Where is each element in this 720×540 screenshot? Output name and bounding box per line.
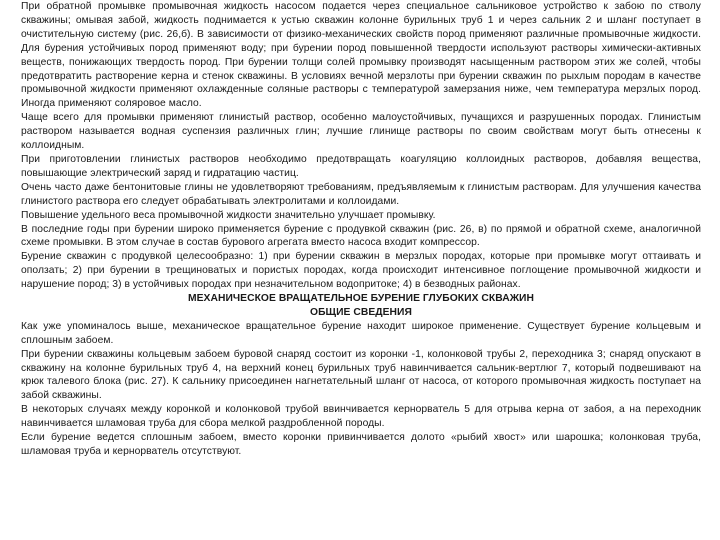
paragraph-rotary-intro: Как уже упоминалось выше, механическое вращательное бурение находит широкое применение. Существует бурение кольцевым и сплошным забоем. <box>21 320 701 346</box>
paragraph-reverse-flushing: При обратной промывке промывочная жидкость насосом подается через специальное сальниковое устройство к забою по стволу скважины; омывая забой, жидкость поднимается к устью скважин колонне бурильных труб 1 и через сальник 2 и шланг поступает в очистительную систему (рис. 26,б). В зависимости от физико-механических свойств пород применяют различные промывочные жидкости. Для бурения устойчивых пород применяют воду; при бурении пород повышенной твердости используют растворы химически-активных веществ, понижающих твердость пород. При бурении толщи солей промывку производят насыщенным раствором этих же солей, чтобы предотвратить растворение керна и стенок скважины. В условиях вечной мерзлоты при бурении скважин по рыхлым породам в качестве промывочной жидкости применяют охлажденные соляные растворы с температурой замерзания ниже, чем температура мерзлых пород. Иногда применяют соляровое масло. <box>21 1 701 110</box>
document-body <box>21 0 701 459</box>
paragraph-clay-solution: Чаще всего для промывки применяют глинистый раствор, особенно малоустойчивых, пучащихся и разрушенных породах. Глинистым раствором называется водная суспензия различных глин; лучшие глинище растворы по своим свойствам могут быть отнесены к коллоидным. <box>21 112 701 152</box>
paragraph-air-blowing: В последние годы при бурении широко применяется бурение с продувкой скважин (рис. 26, в) по прямой и обратной схеме, аналогичной схеме промывки. В этом случае в состав бурового агрегата вместо насоса входит компрессор. <box>21 223 701 249</box>
paragraph-solid-face: Если бурение ведется сплошным забоем, вместо коронки привинчивается долото «рыбий хвост» или шарошка; колонковая труба, шламовая труба и кернорватель отсутствуют. <box>21 432 701 457</box>
section-subheading: ОБЩИЕ СВЕДЕНИЯ <box>310 306 412 318</box>
paragraph-annular-face: При бурении скважины кольцевым забоем буровой снаряд состоит из коронки -1, колонковой трубы 2, переходника 3; снаряд опускают в скважину на колонне бурильных труб 4, на верхний конец бурильных труб навинчивается сальник-вертлюг 7, который подвешивают на крюк талевого блока (рис. 27). К сальнику присоединен нагнетательный шланг от насоса, от которого промывочная жидкость поступает на забой скважины. <box>21 348 701 402</box>
section-heading: МЕХАНИЧЕСКОЕ ВРАЩАТЕЛЬНОЕ БУРЕНИЕ ГЛУБОКИХ СКВАЖИН <box>188 293 534 305</box>
paragraph-core-breaker: В некоторых случаях между коронкой и колонковой трубой ввинчивается кернорватель 5 для отрыва керна от забоя, а на переходник навинчивается шламовая труба для сбора мелкой раздробленной породы. <box>21 404 701 430</box>
paragraph-bentonite: Очень часто даже бентонитовые глины не удовлетворяют требованиям, предъявляемым к глинистым растворам. Для улучшения качества глинистого раствора его следует обрабатывать электролитами и коллоидами. <box>21 181 701 207</box>
paragraph-blowing-cases: Бурение скважин с продувкой целесообразно: 1) при бурении скважин в мерзлых породах, которые при промывке могут оттаивать и оползать; 2) при бурении в трещиноватых и пористых породах, когда происходит интенсивное поглощение промывочной жидкости и нарушение пород; 3) в устойчивых породах при незначительном водопритоке; 4) в безводных районах. <box>21 251 701 291</box>
paragraph-coagulation: При приготовлении глинистых растворов необходимо предотвращать коагуляцию коллоидных растворов, добавляя вещества, повышающие электрический заряд и гидратацию частиц. <box>21 153 701 179</box>
paragraph-specific-weight: Повышение удельного веса промывочной жидкости значительно улучшает промывку. <box>21 209 436 221</box>
